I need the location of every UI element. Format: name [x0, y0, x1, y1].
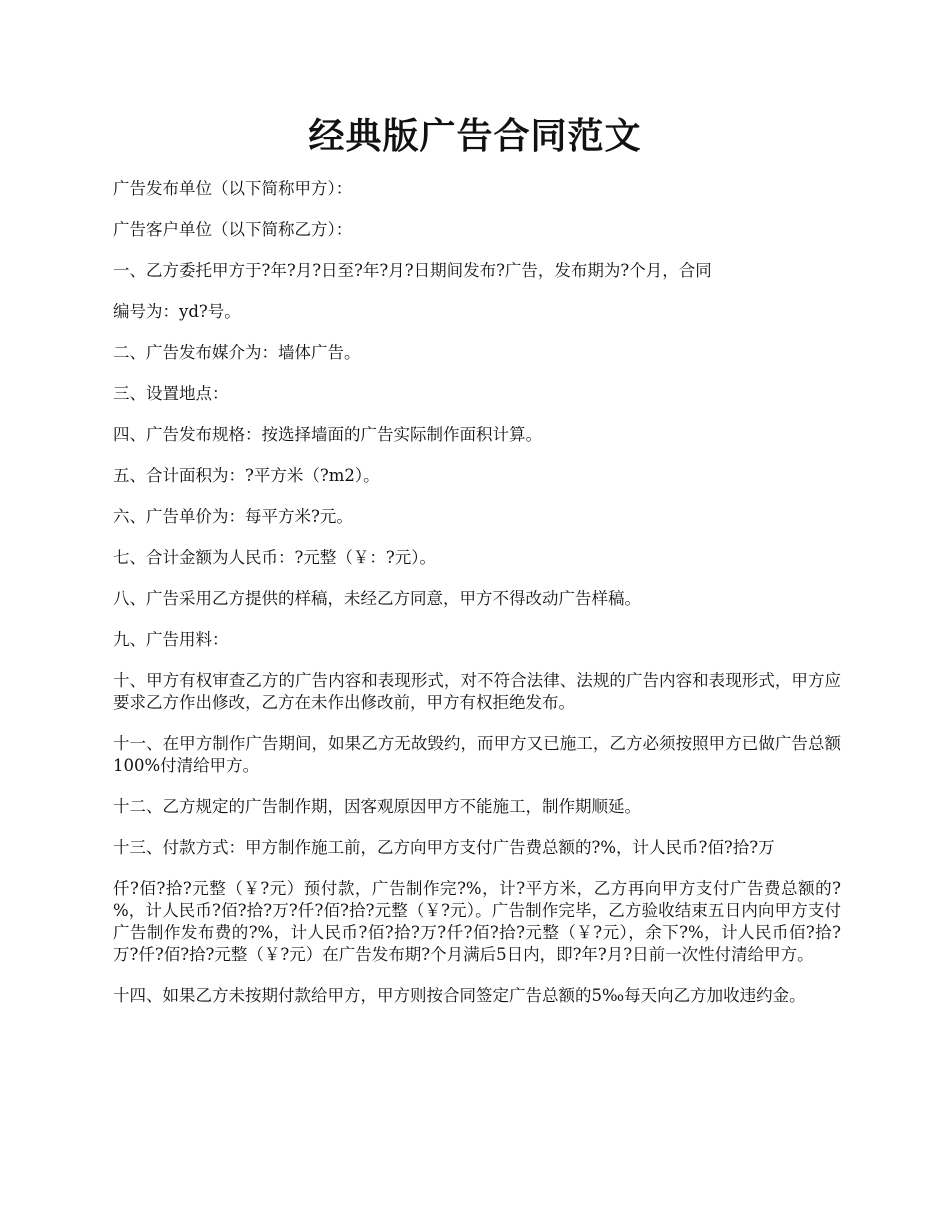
paragraph-clause-7: 七、合计金额为人民币：?元整（￥：?元）。 [113, 548, 436, 567]
paragraph-clause-12: 十二、乙方规定的广告制作期，因客观原因甲方不能施工，制作期顺延。 [113, 797, 641, 816]
paragraph-clause-9: 九、广告用料： [113, 630, 229, 649]
paragraph-clause-10: 十、甲方有权审查乙方的广告内容和表现形式，对不符合法律、法规的广告内容和表现形式，甲方应要求乙方作出修改，乙方在未作出修改前，甲方有权拒绝发布。 [113, 671, 841, 712]
paragraph-clause-6: 六、广告单价为：每平方米?元。 [113, 507, 353, 526]
document-title: 经典版广告合同范文 [308, 115, 642, 157]
paragraph-clause-5: 五、合计面积为：?平方米（?m2）。 [113, 466, 380, 485]
paragraph-clause-2: 二、广告发布媒介为：墙体广告。 [113, 343, 361, 362]
paragraph-party-b: 广告客户单位（以下简称乙方）： [113, 220, 353, 239]
paragraph-clause-1: 一、乙方委托甲方于?年?月?日至?年?月?日期间发布?广告，发布期为?个月，合同 [113, 261, 712, 280]
paragraph-clause-11: 十一、在甲方制作广告期间，如果乙方无故毁约，而甲方又已施工，乙方必须按照甲方已做广告总额100%付清给甲方。 [113, 734, 841, 775]
paragraph-clause-8: 八、广告采用乙方提供的样稿，未经乙方同意，甲方不得改动广告样稿。 [113, 589, 641, 608]
paragraph-clause-4: 四、广告发布规格：按选择墙面的广告实际制作面积计算。 [113, 425, 542, 444]
paragraph-clause-14: 十四、如果乙方未按期付款给甲方，甲方则按合同签定广告总额的5‰每天向乙方加收违约金。 [113, 986, 806, 1005]
paragraph-clause-13: 十三、付款方式：甲方制作施工前，乙方向甲方支付广告费总额的?%，计人民币?佰?拾?万 [113, 838, 775, 857]
paragraph-clause-3: 三、设置地点： [113, 384, 229, 403]
document-body [113, 178, 841, 1026]
paragraph-party-a: 广告发布单位（以下简称甲方）： [113, 179, 353, 198]
paragraph-clause-13-continued: 仟?佰?拾?元整（￥?元）预付款，广告制作完?%，计?平方米，乙方再向甲方支付广告费总额的?%，计人民币?佰?拾?万?仟?佰?拾?元整（￥?元）。广告制作完毕，乙方验收结束五日内向甲方支付广告制作发布费的?%，计人民币?佰?拾?万?仟?佰?拾?元整（￥?元），余下?%，计人民币佰?拾?万?仟?佰?拾?元整（￥?元）在广告发布期?个月满后5日内，即?年?月?日前一次性付清给甲方。 [113, 879, 841, 964]
paragraph-contract-number: 编号为：yd?号。 [113, 302, 241, 321]
